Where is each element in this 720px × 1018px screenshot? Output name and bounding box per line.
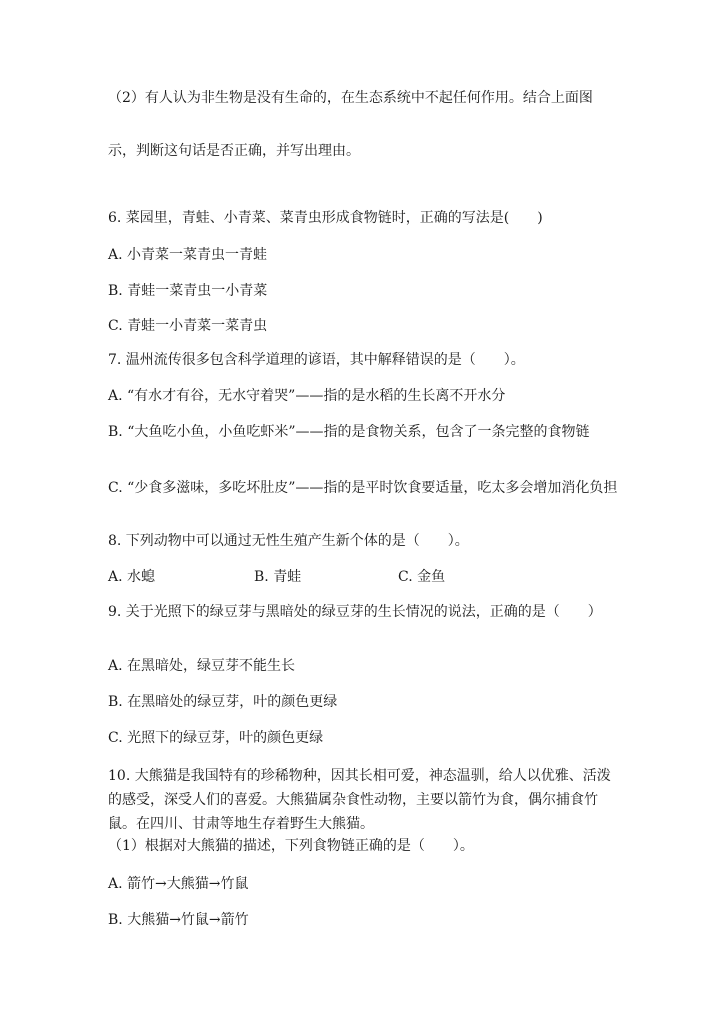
q10-option-a: A. 箭竹→大熊猫→竹鼠: [108, 876, 249, 892]
q6-option-a: A. 小青菜一菜青虫一青蛙: [108, 247, 268, 263]
q8-option-b: B. 青蛙: [254, 569, 302, 585]
q7-option-c: C. “少食多滋味，多吃坏肚皮”——指的是平时饮食要适量，吃太多会增加消化负担: [108, 480, 618, 496]
q9-stem: 9. 关于光照下的绿豆芽与黑暗处的绿豆芽的生长情况的说法，正确的是（ ）: [108, 604, 602, 620]
q8-option-c: C. 金鱼: [398, 569, 446, 585]
q6-option-c: C. 青蛙一小青菜一菜青虫: [108, 318, 268, 334]
q9-option-b: B. 在黑暗处的绿豆芽，叶的颜色更绿: [108, 694, 338, 710]
q5-part2-line2: 示，判断这句话是否正确，并写出理由。: [108, 143, 360, 159]
q6-option-b: B. 青蛙一菜青虫一小青菜: [108, 283, 268, 299]
q10-option-b: B. 大熊猫→竹鼠→箭竹: [108, 912, 249, 928]
q10-stem: 10. 大熊猫是我国特有的珍稀物种，因其长相可爱，神态温驯，给人以优雅、活泼的感受，深受人们的喜爱。大熊猫属杂食性动物，主要以箭竹为食，偶尔捕食竹鼠。在四川、甘肃等地生存着野生大熊猫。: [108, 768, 611, 832]
q9-option-c: C. 光照下的绿豆芽，叶的颜色更绿: [108, 730, 324, 746]
q10-sub1: （1）根据对大熊猫的描述，下列食物链正确的是（ ）。: [108, 838, 474, 854]
q8-stem: 8. 下列动物中可以通过无性生殖产生新个体的是（ ）。: [108, 533, 469, 549]
q6-stem: 6. 菜园里，青蛙、小青菜、菜青虫形成食物链时，正确的写法是( ): [108, 210, 543, 226]
q7-option-b: B. “大鱼吃小鱼，小鱼吃虾米”——指的是食物关系，包含了一条完整的食物链: [108, 424, 590, 440]
q5-part2-line1: （2）有人认为非生物是没有生命的，在生态系统中不起任何作用。结合上面图: [108, 90, 593, 106]
q8-option-a: A. 水螅: [108, 569, 156, 585]
q7-stem: 7. 温州流传很多包含科学道理的谚语，其中解释错误的是（ ）。: [108, 352, 525, 368]
q9-option-a: A. 在黑暗处，绿豆芽不能生长: [108, 658, 296, 674]
q7-option-a: A. “有水才有谷，无水守着哭”——指的是水稻的生长离不开水分: [108, 388, 506, 404]
